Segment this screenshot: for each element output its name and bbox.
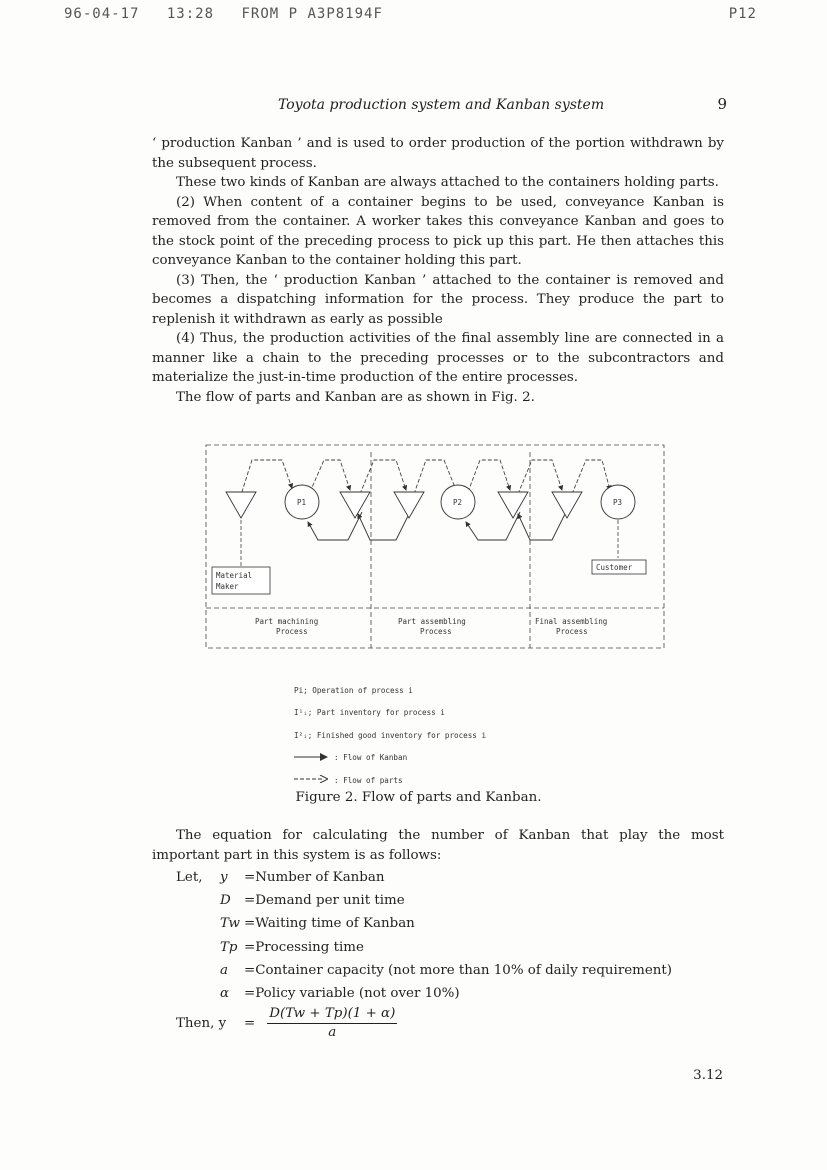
section-label: Part assembling xyxy=(398,617,466,626)
figure-caption: Figure 2. Flow of parts and Kanban. xyxy=(295,790,542,805)
parts-flow-arrow xyxy=(360,460,406,494)
fax-header xyxy=(64,6,757,22)
formula-numerator: D(Tw + Tp)(1 + α) xyxy=(267,1006,397,1024)
running-head-title: Toyota production system and Kanban system xyxy=(278,97,605,113)
formula xyxy=(176,1006,397,1040)
paragraph: The flow of parts and Kanban are as shown in Fig. 2. xyxy=(176,389,535,405)
variable-definition: =Waiting time of Kanban xyxy=(244,916,415,932)
figure-legend xyxy=(294,679,486,792)
inventory-triangle xyxy=(552,492,582,518)
variable-symbol: Tp xyxy=(220,939,238,955)
paragraph: (3) Then, the ‘ production Kanban ’ attached to the container is removed and becomes a dispatching information for the process. They produce the part to replenish it withdrawn as early as possible xyxy=(152,272,724,327)
legend-row xyxy=(294,702,486,725)
formula-denominator: a xyxy=(328,1025,337,1040)
variable-definition: =Processing time xyxy=(244,939,364,955)
variable-definition: =Demand per unit time xyxy=(244,893,405,909)
variable-symbol: a xyxy=(220,962,228,978)
page-number: 9 xyxy=(717,95,727,113)
running-head xyxy=(150,95,727,113)
legend-parts-flow: : Flow of parts xyxy=(334,775,403,785)
section-label: Process xyxy=(420,627,452,636)
variable-lead: Let, xyxy=(176,870,203,886)
legend-row xyxy=(294,724,486,747)
fax-date: 96-04-17 xyxy=(64,6,140,22)
parts-flow-arrow xyxy=(518,460,562,494)
legend-row xyxy=(294,769,486,792)
paragraph: These two kinds of Kanban are always attached to the containers holding parts. xyxy=(176,175,719,190)
inventory-triangle xyxy=(394,492,424,518)
paragraph: (4) Thus, the production activities of the final assembly line are connected in a manner like a chain to the preceding processes or to the subcontractors and materialize the just-in-time production of the entire processes. xyxy=(152,331,724,385)
variable-row xyxy=(176,912,672,935)
kanban-flow-arrow xyxy=(518,512,566,540)
variable-definition: =Policy variable (not over 10%) xyxy=(244,986,460,1002)
material-maker-label: Material xyxy=(216,571,253,580)
parts-flow-arrow xyxy=(310,460,350,492)
fax-time: 13:28 xyxy=(166,6,215,22)
process-label: P1 xyxy=(297,498,307,507)
solid-arrow-icon xyxy=(294,753,334,763)
customer-label: Customer xyxy=(596,563,633,572)
variable-symbol: Tw xyxy=(220,916,240,932)
section-label: Process xyxy=(556,627,588,636)
variable-row xyxy=(176,936,672,959)
paragraph: (2) When content of a container begins to be used, conveyance Kanban is removed from the container. A worker takes this conveyance Kanban and goes to the stock point of the preceding process to pick up this part. He then attaches this conveyance Kanban to the container holding this part. xyxy=(152,194,724,268)
variable-row xyxy=(176,866,672,889)
flow-diagram xyxy=(200,440,670,655)
inventory-triangle xyxy=(498,492,528,518)
formula-equals: = xyxy=(244,1015,256,1031)
legend-row xyxy=(294,679,486,702)
variable-definition: =Container capacity (not more than 10% of daily requirement) xyxy=(244,962,673,978)
dashed-arrow-icon xyxy=(294,775,334,785)
variable-row xyxy=(176,959,672,982)
formula-fraction xyxy=(267,1006,397,1040)
variable-row xyxy=(176,889,672,912)
variable-row xyxy=(176,982,672,1005)
inventory-triangle xyxy=(340,492,370,518)
variable-symbol: D xyxy=(220,893,231,909)
formula-label: Then, y xyxy=(176,1015,227,1031)
section-label: Final assembling xyxy=(535,617,608,626)
footer-page-number: 3.12 xyxy=(693,1068,723,1083)
variable-list xyxy=(176,866,672,1005)
legend-row xyxy=(294,747,486,770)
parts-flow-arrow xyxy=(468,460,510,492)
kanban-flow-arrow xyxy=(358,512,410,540)
process-label: P2 xyxy=(453,498,463,507)
body-text xyxy=(152,134,724,407)
variable-symbol: α xyxy=(220,986,230,1002)
paragraph: ‘ production Kanban ’ and is used to order production of the portion withdrawn by the subsequent process. xyxy=(152,136,724,171)
section-label: Process xyxy=(276,627,308,636)
inventory-triangle xyxy=(226,492,256,518)
legend-finished-inventory: I²ᵢ; Finished good inventory for process i xyxy=(294,730,487,740)
section-label: Part machining xyxy=(255,617,319,626)
flow-diagram-svg xyxy=(200,440,670,655)
material-maker-label: Maker xyxy=(216,582,239,591)
process-label: P3 xyxy=(613,498,623,507)
fax-page: P12 xyxy=(728,6,757,22)
equation-intro: The equation for calculating the number of Kanban that play the most important part in this system is as follows: xyxy=(152,828,724,863)
legend-operation: Pi; Operation of process i xyxy=(294,685,413,695)
fax-header-left xyxy=(64,6,401,22)
variable-definition: =Number of Kanban xyxy=(244,870,385,886)
fax-from: FROM P A3P8194F xyxy=(241,6,383,22)
legend-part-inventory: I¹ᵢ; Part inventory for process i xyxy=(294,708,445,718)
parts-flow-arrow xyxy=(572,460,610,494)
legend-kanban-flow: : Flow of Kanban xyxy=(334,753,408,763)
variable-symbol: y xyxy=(220,870,228,886)
